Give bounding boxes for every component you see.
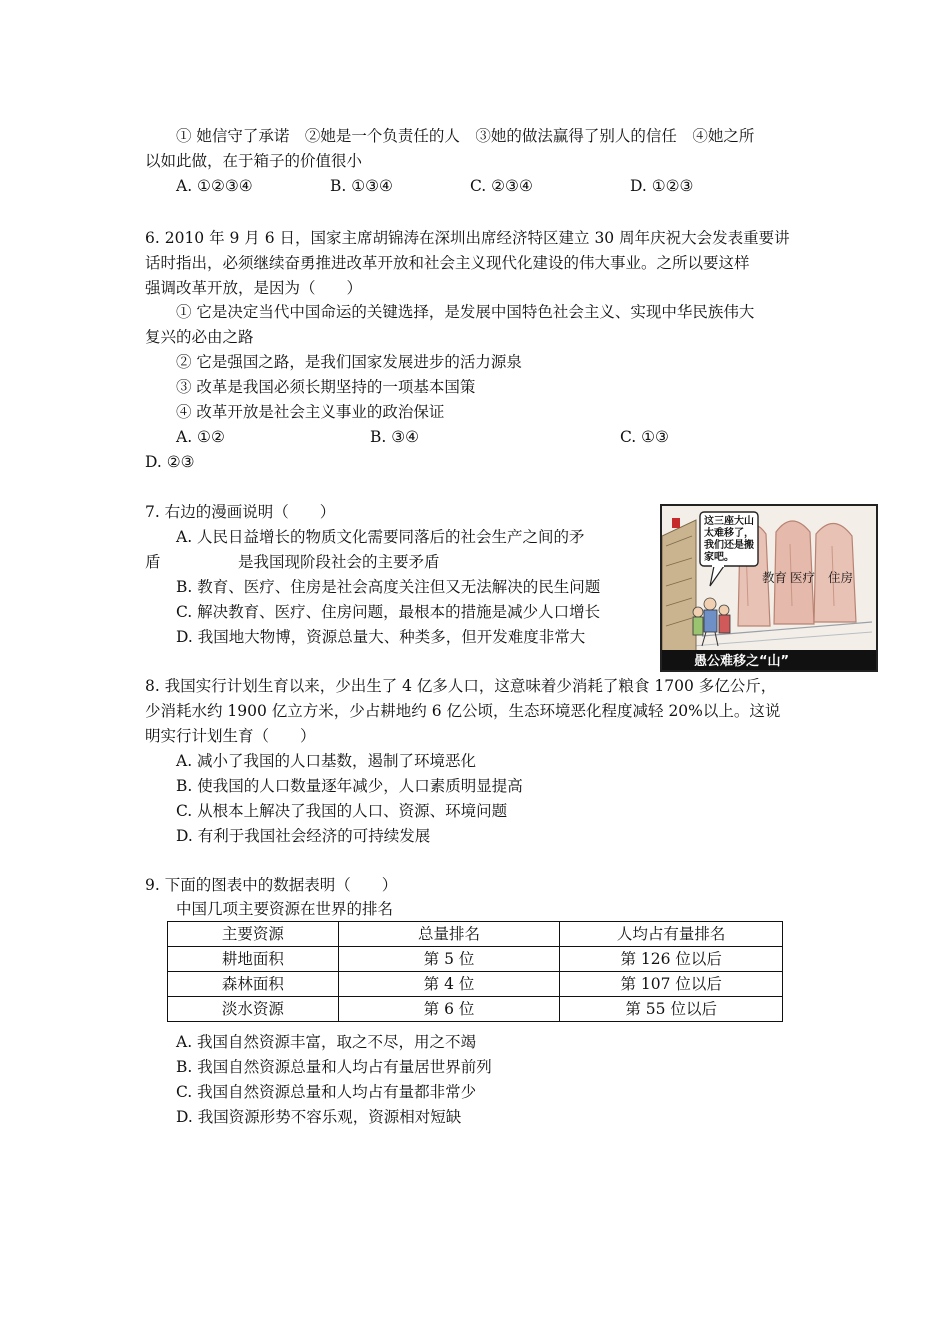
table-cell: 第 5 位 bbox=[338, 947, 560, 972]
q5-option-d: D. ①②③ bbox=[630, 177, 694, 195]
q8-option-d: D. 有利于我国社会经济的可持续发展 bbox=[176, 827, 431, 845]
table-cell: 第 55 位以后 bbox=[560, 997, 783, 1022]
q6-stem-line2: 话时指出，必须继续奋勇推进改革开放和社会主义现代化建设的伟大事业。之所以要这样 bbox=[145, 254, 750, 272]
q7-option-c: C. 解决教育、医疗、住房问题，最根本的措施是减少人口增长 bbox=[176, 603, 601, 621]
q5-statements-line2: 以如此做，在于箱子的价值很小 bbox=[145, 152, 363, 170]
table-row bbox=[168, 947, 783, 972]
table-header: 总量排名 bbox=[338, 922, 560, 947]
table-cell: 第 4 位 bbox=[338, 972, 560, 997]
table-cell: 森林面积 bbox=[168, 972, 339, 997]
q6-stem-line3: 强调改革开放，是因为（ ） bbox=[145, 279, 363, 297]
mountain-label-medical: 医疗 bbox=[790, 570, 816, 585]
table-header-row bbox=[168, 922, 783, 947]
q8-option-a: A. 减小了我国的人口基数，遏制了环境恶化 bbox=[176, 752, 477, 770]
q5-statements-line1: ① 她信守了承诺 ②她是一个负责任的人 ③她的做法赢得了别人的信任 ④她之所 bbox=[176, 127, 755, 145]
bubble-line3: 我们还是搬 bbox=[704, 540, 754, 551]
q9-stem: 9. 下面的图表中的数据表明（ ） bbox=[145, 876, 398, 894]
mountain-label-housing: 住房 bbox=[828, 570, 854, 585]
q6-item3: ③ 改革是我国必须长期坚持的一项基本国策 bbox=[176, 378, 476, 396]
resource-ranking-table bbox=[167, 921, 783, 1022]
figure-head-icon bbox=[704, 598, 716, 610]
q8-stem-line3: 明实行计划生育（ ） bbox=[145, 727, 316, 745]
bubble-line2: 太难移了， bbox=[704, 528, 754, 539]
q9-option-d: D. 我国资源形势不容乐观，资源相对短缺 bbox=[176, 1108, 462, 1126]
q6-item4: ④ 改革开放是社会主义事业的政治保证 bbox=[176, 403, 445, 421]
table-cell: 耕地面积 bbox=[168, 947, 339, 972]
seal-icon bbox=[672, 518, 680, 528]
q9-option-b: B. 我国自然资源总量和人均占有量居世界前列 bbox=[176, 1058, 492, 1076]
q7-option-a-line2b: 是我国现阶段社会的主要矛盾 bbox=[238, 553, 440, 571]
q5-option-a: A. ①②③④ bbox=[176, 177, 253, 195]
q8-option-b: B. 使我国的人口数量逐年减少，人口素质明显提高 bbox=[176, 777, 523, 795]
table-row bbox=[168, 997, 783, 1022]
q9-option-a: A. 我国自然资源丰富，取之不尽，用之不竭 bbox=[176, 1033, 477, 1051]
q9-table-title: 中国几项主要资源在世界的排名 bbox=[176, 900, 394, 918]
table-cell: 第 126 位以后 bbox=[560, 947, 783, 972]
q5-option-c: C. ②③④ bbox=[470, 177, 533, 195]
q6-item2: ② 它是强国之路，是我们国家发展进步的活力源泉 bbox=[176, 353, 522, 371]
q6-option-c: C. ①③ bbox=[620, 428, 669, 446]
table-cell: 第 107 位以后 bbox=[560, 972, 783, 997]
q6-item1-line1: ① 它是决定当代中国命运的关键选择，是发展中国特色社会主义、实现中华民族伟大 bbox=[176, 303, 755, 321]
q7-option-d: D. 我国地大物博，资源总量大、种类多，但开发难度非常大 bbox=[176, 628, 586, 646]
q8-option-c: C. 从根本上解决了我国的人口、资源、环境问题 bbox=[176, 802, 508, 820]
q8-stem-line2: 少消耗水约 1900 亿立方米，少占耕地约 6 亿公顷，生态环境恶化程度减轻 20%以上。这说 bbox=[145, 702, 781, 720]
q8-stem-line1: 8. 我国实行计划生育以来，少出生了 4 亿多人口，这意味着少消耗了粮食 1700 多亿公斤， bbox=[145, 677, 777, 695]
mountain-label-education: 教育 bbox=[762, 570, 788, 585]
cartoon-drawing bbox=[662, 506, 876, 670]
q7-stem: 7. 右边的漫画说明（ ） bbox=[145, 503, 336, 521]
cartoon-caption: 愚公难移之“山” bbox=[694, 654, 790, 669]
bubble-line4: 家吧。 bbox=[704, 552, 734, 563]
table-cell: 第 6 位 bbox=[338, 997, 560, 1022]
table-header: 人均占有量排名 bbox=[560, 922, 783, 947]
q6-option-b: B. ③④ bbox=[370, 428, 420, 446]
table-cell: 淡水资源 bbox=[168, 997, 339, 1022]
cartoon-image bbox=[660, 504, 878, 672]
q5-option-b: B. ①③④ bbox=[330, 177, 393, 195]
q6-option-a: A. ①② bbox=[176, 428, 225, 446]
q7-option-a-line2a: 盾 bbox=[145, 553, 161, 571]
q9-option-c: C. 我国自然资源总量和人均占有量都非常少 bbox=[176, 1083, 477, 1101]
q7-option-b: B. 教育、医疗、住房是社会高度关注但又无法解决的民生问题 bbox=[176, 578, 601, 596]
q7-option-a-line1: A. 人民日益增长的物质文化需要同落后的社会生产之间的矛 bbox=[176, 528, 585, 546]
table-row bbox=[168, 972, 783, 997]
table-header: 主要资源 bbox=[168, 922, 339, 947]
q6-stem-line1: 6. 2010 年 9 月 6 日，国家主席胡锦涛在深圳出席经济特区建立 30 周年庆祝大会发表重要讲 bbox=[145, 229, 790, 247]
bubble-line1: 这三座大山 bbox=[704, 516, 754, 527]
q6-item1-line2: 复兴的必由之路 bbox=[145, 328, 254, 346]
q6-option-d: D. ②③ bbox=[145, 453, 195, 471]
